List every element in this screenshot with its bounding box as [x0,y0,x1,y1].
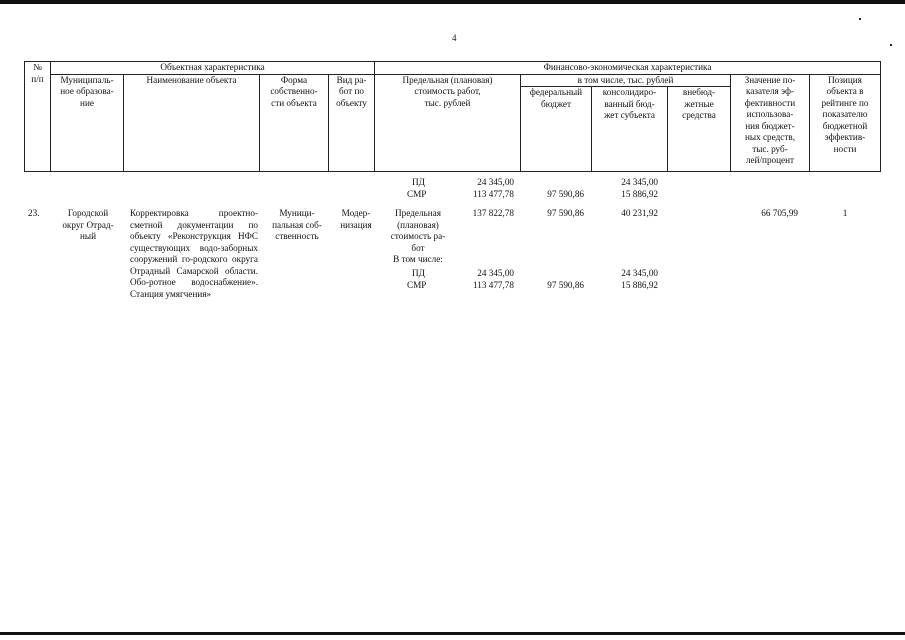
row23-smr-total: 113 477,78 [472,280,514,290]
row23-num: 23. [28,208,40,218]
header-rank: Позиция объекта в рейтинге по показателю бюджетной эффектив- ности [810,74,881,172]
row23-total: 137 822,78 [472,208,514,218]
page-number: 4 [452,33,457,43]
header-extrabudget: внебюд- жетные средства [668,87,731,172]
header-max-cost: Предельная (плановая) стоимость работ, тыс. рублей [375,74,521,172]
row23-federal: 97 590,86 [547,208,584,218]
row23-pd-total: 24 345,00 [477,268,514,278]
header-municipality: Муниципаль- ное образова- ние [51,74,124,172]
row23-rank: 1 [842,208,848,218]
header-ownership: Форма собственно- сти объекта [260,74,329,172]
header-object-group: Объектная характеристика [51,62,375,75]
carryover-smr-federal: 97 590,86 [547,189,584,199]
header-num: № п/п [25,62,51,172]
header-consolidated: консолидиро- ванный бюд- жет субъекта [592,87,668,172]
carryover-pd-total: 24 345,00 [477,177,514,187]
carryover-smr-total: 113 477,78 [472,189,514,199]
row23-consolidated: 40 231,92 [621,208,658,218]
row23-efficiency: 66 705,99 [761,208,798,218]
row23-pd-consolidated: 24 345,00 [621,268,658,278]
row23-smr-federal: 97 590,86 [547,280,584,290]
row23-smr-consolidated: 15 886,92 [621,280,658,290]
row23-work-type: Модер- низация [340,208,372,230]
carryover-smr-consolidated: 15 886,92 [621,189,658,199]
row23-ownership: Муници- пальная соб- ственность [272,208,322,241]
header-efficiency: Значение по- казателя эф- фективности использова- ния бюджет- ных средств, тыс. руб- лей/процент [731,74,810,172]
header-including: в том числе, тыс. рублей [521,74,731,87]
row23-cost-label: Предельная (плановая) стоимость ра- бот В том числе: [390,208,446,264]
row23-smr-label: СМР [407,280,427,290]
header-finance-group: Финансово-экономическая характеристика [375,62,881,75]
carryover-pd-label: ПД [412,177,425,187]
carryover-pd-consolidated: 24 345,00 [621,177,658,187]
header-object-name: Наименование объекта [124,74,260,172]
row23-object-name: Корректировка проектно-сметной документации по объекту «Реконструкция НФС существующих водо-заборных сооружений го-родского округа Отрадный Самарской области. Обо-ротное водоснабжение». Станция умягчения» [130,208,258,299]
row23-municipality: Городской округ Отрад- ный [62,208,114,241]
header-work-type: Вид ра- бот по объекту [329,74,375,172]
carryover-smr-label: СМР [407,189,427,199]
header-federal: федеральный бюджет [521,87,592,172]
row23-pd-label: ПД [412,268,425,278]
